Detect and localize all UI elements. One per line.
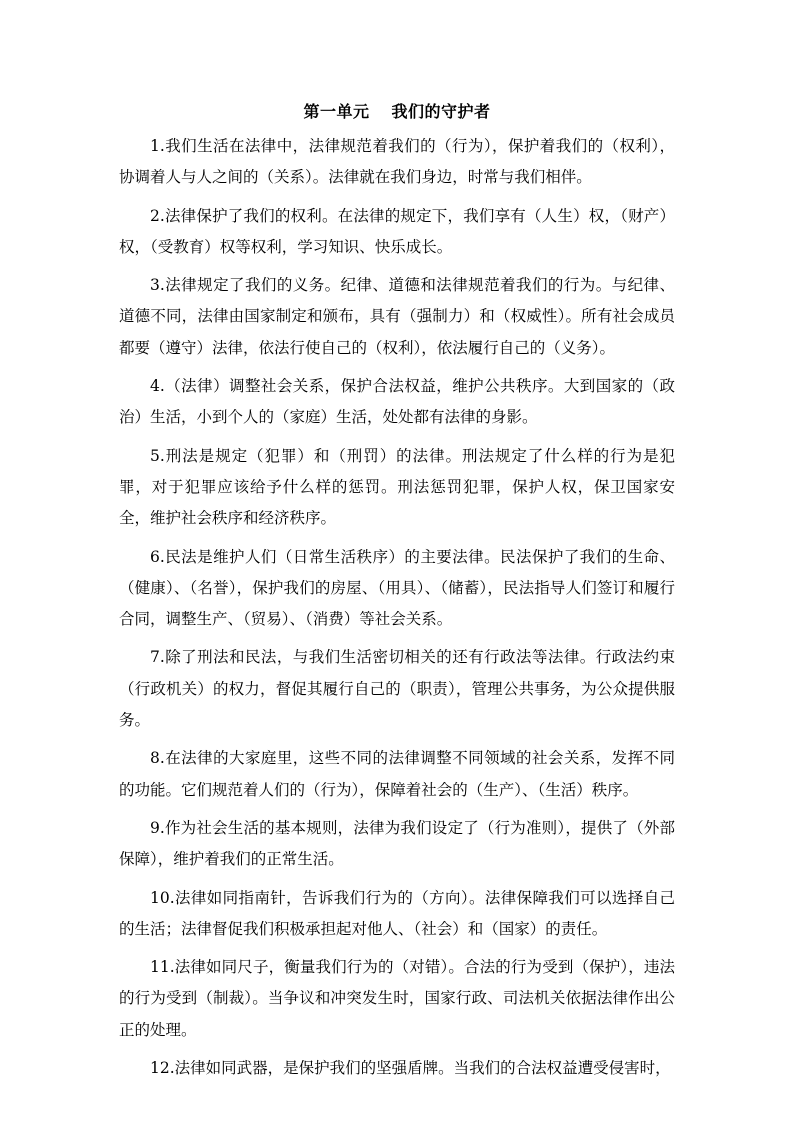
paragraph-6: 6.民法是维护人们（日常生活秩序）的主要法律。民法保护了我们的生命、（健康）、（名誉），保护我们的房屋、（用具）、（储蓄），民法指导人们签订和履行合同，调整生产、（贸易）、（消费）等社会关系。 bbox=[119, 547, 675, 629]
document-body bbox=[119, 131, 675, 1091]
paragraph-9: 9.作为社会生活的基本规则，法律为我们设定了（行为准则），提供了（外部保障），维护着我们的正常生活。 bbox=[119, 818, 675, 869]
paragraph-11: 11.法律如同尺子，衡量我们行为的（对错）。合法的行为受到（保护），违法的行为受到（制裁）。当争议和冲突发生时，国家行政、司法机关依据法律作出公正的处理。 bbox=[119, 958, 675, 1039]
paragraph-3: 3.法律规定了我们的义务。纪律、道德和法律规范着我们的行为。与纪律、道德不同，法律由国家制定和颁布，具有（强制力）和（权威性）。所有社会成员都要（遵守）法律，依法行使自己的（权利），依法履行自己的（义务）。 bbox=[119, 276, 675, 357]
paragraph-10: 10.法律如同指南针，告诉我们行为的（方向）。法律保障我们可以选择自己的生活；法律督促我们积极承担起对他人、（社会）和（国家）的责任。 bbox=[119, 888, 675, 938]
paragraph-1: 1.我们生活在法律中，法律规范着我们的（行为），保护着我们的（权利），协调着人与人之间的（关系）。法律就在我们身边，时常与我们相伴。 bbox=[119, 137, 675, 187]
unit-name: 我们的守护者 bbox=[391, 102, 491, 121]
paragraph-7: 7.除了刑法和民法，与我们生活密切相关的还有行政法等法律。行政法约束（行政机关）的权力，督促其履行自己的（职责），管理公共事务，为公众提供服务。 bbox=[119, 648, 675, 730]
paragraph-4: 4.（法律）调整社会关系，保护合法权益，维护公共秩序。大到国家的（政治）生活，小到个人的（家庭）生活，处处都有法律的身影。 bbox=[119, 377, 675, 427]
paragraph-8: 8.在法律的大家庭里，这些不同的法律调整不同领域的社会关系，发挥不同的功能。它们规范着人们的（行为），保障着社会的（生产）、（生活）秩序。 bbox=[119, 749, 675, 799]
paragraph-12: 12.法律如同武器，是保护我们的坚强盾牌。当我们的合法权益遭受侵害时， bbox=[150, 1059, 671, 1078]
paragraph-2: 2.法律保护了我们的权利。在法律的规定下，我们享有（人生）权，（财产）权，（受教育）权等权利，学习知识、快乐成长。 bbox=[119, 206, 675, 256]
paragraph-5: 5.刑法是规定（犯罪）和（刑罚）的法律。刑法规定了什么样的行为是犯罪，对于犯罪应该给予什么样的惩罚。刑法惩罚犯罪，保护人权，保卫国家安全，维护社会秩序和经济秩序。 bbox=[119, 446, 675, 528]
page-title bbox=[0, 100, 794, 124]
unit-label: 第一单元 bbox=[303, 102, 370, 121]
